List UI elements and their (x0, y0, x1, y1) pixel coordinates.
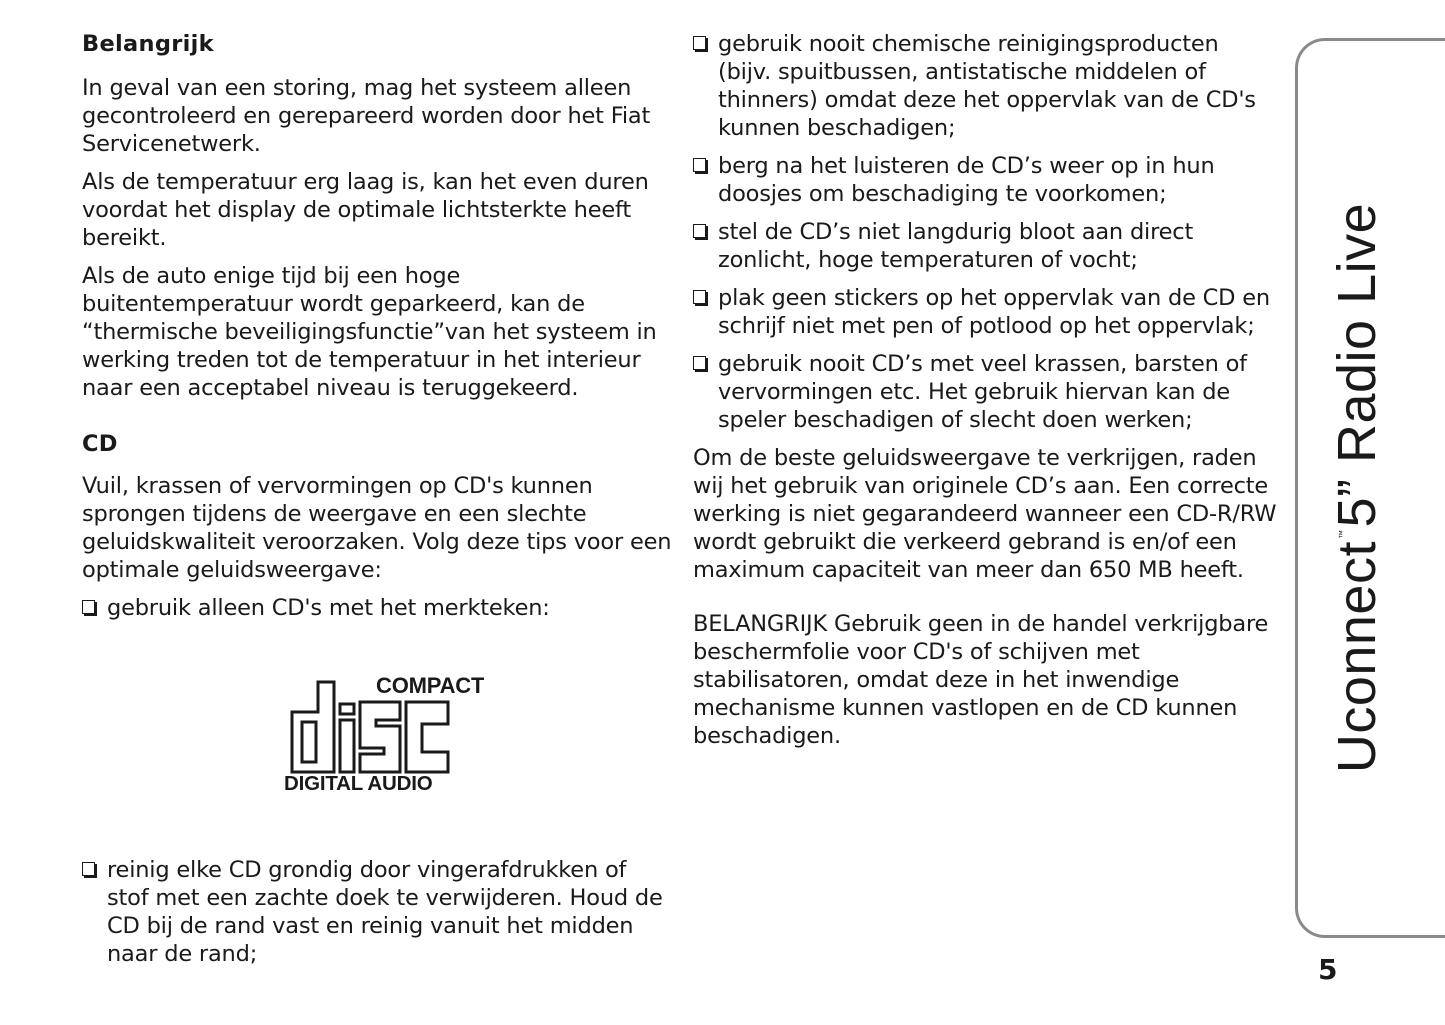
bullet-text: gebruik alleen CD's met het merkteken: (107, 595, 550, 621)
checkbox-bullet-icon (82, 600, 95, 614)
bullet-store-cds (693, 152, 1278, 208)
trademark-symbol: ™ (1337, 529, 1347, 540)
bullet-clean-cd (82, 856, 672, 968)
bullet-no-chemicals (693, 30, 1278, 142)
checkbox-bullet-icon (693, 158, 706, 172)
compact-disc-logo (284, 672, 484, 794)
checkbox-bullet-icon (693, 36, 706, 50)
left-column (82, 30, 672, 978)
bullet-text: reinig elke CD grondig door vingerafdrukken of stof met een zachte doek te verwijderen. Houd de CD bij de rand vast en reinig vanuit het midden naar de rand; (107, 857, 663, 967)
logo-bottom-text: DIGITAL AUDIO (284, 772, 433, 794)
checkbox-bullet-icon (82, 862, 95, 876)
bullet-text: berg na het luisteren de CD’s weer op in hun doosjes om beschadiging te voorkomen; (718, 153, 1215, 207)
paragraph-cd-tips: Vuil, krassen of vervormingen op CD's kunnen sprongen tijdens de weergave en een slechte geluidskwaliteit veroorzaken. Volg deze tips voor een optimale geluidsweergave: (82, 473, 672, 583)
page-number: 5 (1318, 953, 1338, 986)
paragraph-thermal-protection: Als de auto enige tijd bij een hoge buitentemperatuur wordt geparkeerd, kan de “thermische beveiligingsfunctie”van het systeem in werking treden tot de temperatuur in het interieur naar een acceptabel niveau is teruggekeerd. (82, 263, 657, 401)
bullet-no-damaged-cds (693, 350, 1278, 434)
right-column (693, 30, 1278, 760)
logo-top-text: COMPACT (376, 673, 484, 698)
bullet-text: gebruik nooit CD’s met veel krassen, barsten of vervormingen etc. Het gebruik hiervan kan de speler beschadigen of slecht doen werken; (718, 351, 1247, 433)
bullet-text: stel de CD’s niet langdurig bloot aan direct zonlicht, hoge temperaturen of vocht; (718, 219, 1194, 273)
heading-cd: CD (82, 431, 118, 457)
bullet-use-marked-cds (82, 594, 672, 622)
chapter-title-part2: 5” Radio Live (1327, 202, 1387, 528)
bullet-text: gebruik nooit chemische reinigingsproducten (bijv. spuitbussen, antistatische middelen of thinners) omdat deze het oppervlak van de CD's kunnen beschadigen; (718, 31, 1256, 141)
checkbox-bullet-icon (693, 290, 706, 304)
bullet-no-stickers (693, 284, 1278, 340)
paragraph-original-cds: Om de beste geluidsweergave te verkrijgen, raden wij het gebruik van originele CD’s aan. Een correcte werking is niet gegarandeerd wanneer een CD-R/RW wordt gebruikt die verkeerd gebrand is en/of een maximum capaciteit van meer dan 650 MB heeft. (693, 445, 1277, 583)
bullet-avoid-sunlight (693, 218, 1278, 274)
chapter-title-part1: Uconnect (1327, 541, 1387, 774)
paragraph-malfunction: In geval van een storing, mag het systeem alleen gecontroleerd en gerepareerd worden door het Fiat Servicenetwerk. (82, 75, 651, 157)
bullet-text: plak geen stickers op het oppervlak van de CD en schrijf niet met pen of potlood op het oppervlak; (718, 285, 1270, 339)
checkbox-bullet-icon (693, 224, 706, 238)
heading-important: Belangrijk (82, 31, 214, 57)
chapter-title (1326, 203, 1388, 773)
paragraph-important-foil: BELANGRIJK Gebruik geen in de handel verkrijgbare beschermfolie voor CD's of schijven met stabilisatoren, omdat deze in het inwendige mechanisme kunnen vastlopen en de CD kunnen beschadigen. (693, 611, 1269, 749)
paragraph-low-temperature: Als de temperatuur erg laag is, kan het even duren voordat het display de optimale lichtsterkte heeft bereikt. (82, 169, 649, 251)
compact-disc-logo-graphic (284, 672, 484, 794)
checkbox-bullet-icon (693, 356, 706, 370)
